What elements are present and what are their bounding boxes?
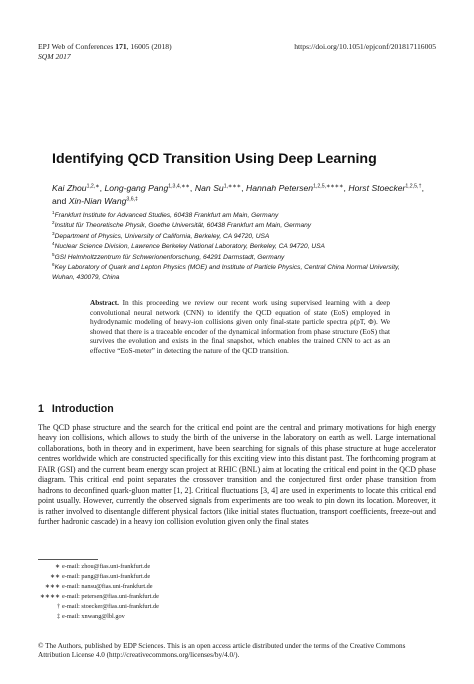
footnote: ∗∗∗ e-mail: nansu@fias.uni-frankfurt.de (44, 583, 153, 590)
running-header-left (38, 42, 172, 61)
doi-link[interactable]: https://doi.org/10.1051/epjconf/201817116005 (294, 42, 436, 51)
license-notice: © The Authors, published by EDP Sciences. This is an open access article distributed under the terms of the Creative Commons Attribution License 4.0 (http://creativecommons.org/licenses/by/4.0/). (38, 642, 406, 660)
section-heading (38, 403, 114, 416)
affiliation: $^1$Frankfurt Institute for Advanced Studies, 60438 Frankfurt am Main, Germany (52, 210, 279, 219)
paper-title: Identifying QCD Transition Using Deep Learning (52, 151, 377, 167)
affiliation: $^3$Department of Physics, University of California, Berkeley, CA 94720, USA (52, 231, 270, 240)
author-name: Xin-Nian Wang (68, 195, 127, 206)
affiliation: $^5$GSI Helmholtzzentrum für Schwerionenforschung, 64291 Darmstadt, Germany (52, 251, 285, 261)
affiliation: $^6$Key Laboratory of Quark and Lepton Physics (MOE) and Institute of Particle Physics, Central China Normal University, Wuhan, 430079, China (52, 262, 400, 282)
footnote: ∗ e-mail: zhou@fias.uni-frankfurt.de (54, 563, 151, 570)
affiliation: $^4$Nuclear Science Division, Lawrence Berkeley National Laboratory, Berkeley, CA 94720, USA (52, 241, 325, 251)
body-paragraph: The QCD phase structure and the search for the critical end point are the central and primary motivations for high energy heavy ion collisions, which allows to study the birth of the universe in the laboratory on earth as well. Large international collaborations, both in theory and in experiment, have been searching for signals of this phase structure at huge accelerator centres worldwide which are constructed specifically for this exciting view into this distant past. The forthcoming program at FAIR (GSI) and the current beam energy scan project at RHIC (BNL) aim at locating the critical end point in the QCD phase diagram. This critical end point separates the crossover transition and the conjectured first order phase transition from hadrons to deconfined quark-gluon matter [1, 2]. Critical fluctuations [3, 4] are used in experiments to locate this critical end point usually. However, currently the observed signals from experiments are too weak to pin down its location. Moreover, it is rather involved to disentangle different physical factors (like initial states fluctuation, transport coefficients, freeze-out and further hadronic cascade) in a heavy ion collision evolution given only the final states (38, 423, 436, 527)
author-name: Horst Stoecker (348, 183, 406, 193)
abstract-text: In this proceeding we review our recent work using supervised learning with a deep convolutional neural network (CNN) to identify the QCD equation of state (EoS) employed in hydrodynamic modeling of heavy-ion collisions given only final-state particle spectra ρ(pT, Φ). We showed that there is a traceable encoder of the dynamical information from phase structure (EoS) that survives the evolution and exists in the final snapshot, which enables the trained CNN to act as an effective “EoS-meter” in detecting the nature of the QCD transition. (90, 298, 390, 355)
section-title: Introduction (51, 403, 114, 415)
conference-citation: EPJ Web of Conferences 171, 16005 (2018) (38, 42, 172, 51)
volume-number: 171 (115, 42, 127, 51)
section-number: 1 (38, 403, 44, 415)
footnote-list (38, 562, 298, 622)
footnote: ‡ e-mail: xnwang@lbl.gov (57, 613, 125, 620)
footnote: ∗∗∗∗ e-mail: petersen@fias.uni-frankfurt.de (39, 593, 159, 600)
author-name: Long-gang Pang (104, 183, 169, 193)
abstract-label: Abstract. (90, 298, 119, 307)
affiliation: $^2$Institut für Theoretische Physik, Goethe Universität, 60438 Frankfurt am Main, Germany (52, 220, 312, 230)
footnote: † e-mail: stoecker@fias.uni-frankfurt.de (57, 603, 159, 610)
footnote: ∗∗ e-mail: pang@fias.uni-frankfurt.de (49, 573, 151, 580)
conference-name: SQM 2017 (38, 51, 71, 61)
abstract (90, 298, 390, 356)
author-list: Kai Zhou$^{1,2,∗}$, Long-gang Pang$^{1,3,4,∗∗}$, Nan $Su^{1,∗∗∗}$, Hannah Petersen$^{1,2,5,∗∗∗∗}$, Horst Stoecker$^{1,2,5,\dagger}$, and Xin-Nian Wang$^{3,6,\ddagger}$ (52, 183, 425, 206)
affiliation-list (52, 211, 424, 284)
author-name: Kai Zhou (52, 183, 87, 193)
author-name: Nan Su (194, 183, 224, 193)
author-name: Hannah Petersen (246, 183, 314, 193)
footnote-rule (38, 559, 98, 560)
